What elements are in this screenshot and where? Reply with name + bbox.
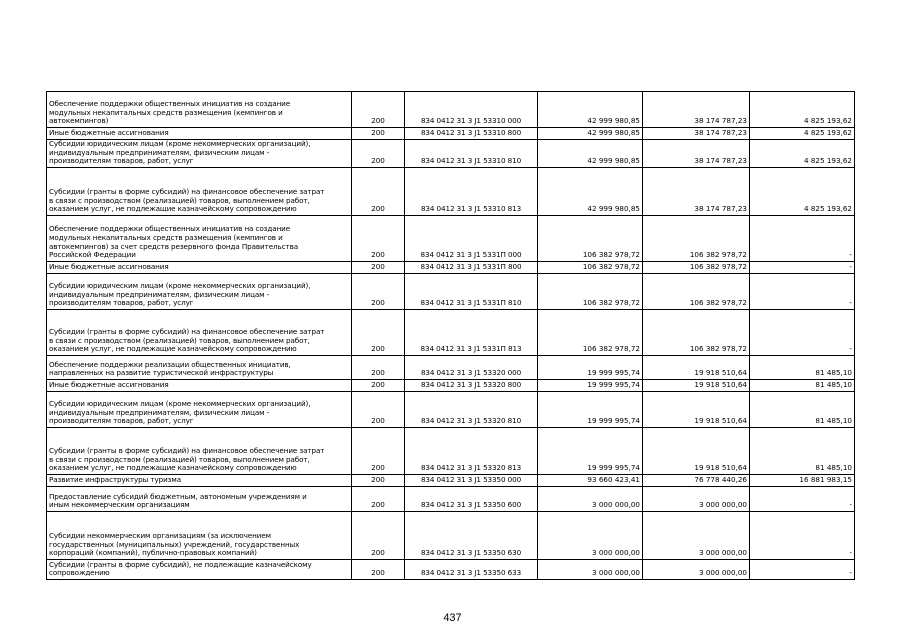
page-number: 437 [443,612,462,624]
row-executed-amount: 19 918 510,64 [643,380,750,392]
row-executed-amount: 3 000 000,00 [643,512,750,560]
row-description: Субсидии юридическим лицам (кроме некоммерческих организаций), индивидуальным предпринимателям, физическим лицам - производителям товаров, работ, услуг [47,392,352,428]
row-budget-code: 834 0412 31 3 J1 53310 810 [405,140,538,168]
table-row [47,560,855,580]
row-approved-amount: 19 999 995,74 [538,380,643,392]
row-approved-amount: 106 382 978,72 [538,216,643,262]
row-budget-code: 834 0412 31 3 J1 5331П 810 [405,274,538,310]
table-body [47,92,855,580]
table-row [47,128,855,140]
row-unexecuted-amount: 81 485,10 [750,380,855,392]
row-executed-amount: 3 000 000,00 [643,560,750,580]
row-budget-code: 834 0412 31 3 J1 53350 600 [405,487,538,512]
row-line-code: 200 [352,92,405,128]
row-unexecuted-amount: - [750,216,855,262]
row-line-code: 200 [352,216,405,262]
row-executed-amount: 106 382 978,72 [643,274,750,310]
row-budget-code: 834 0412 31 3 J1 53350 000 [405,475,538,487]
row-budget-code: 834 0412 31 3 J1 53320 813 [405,428,538,475]
row-executed-amount: 19 918 510,64 [643,392,750,428]
row-description: Обеспечение поддержки общественных инициатив на создание модульных некапитальных средств размещения (кемпингов и автокемпингов) [47,92,352,128]
row-description: Иные бюджетные ассигнования [47,380,352,392]
row-approved-amount: 106 382 978,72 [538,274,643,310]
row-unexecuted-amount: 4 825 193,62 [750,92,855,128]
row-approved-amount: 19 999 995,74 [538,392,643,428]
row-description: Субсидии (гранты в форме субсидий) на финансовое обеспечение затрат в связи с производством (реализацией) товаров, выполнением работ, оказанием услуг, не подлежащие казначейскому сопровождению [47,428,352,475]
row-executed-amount: 76 778 440,26 [643,475,750,487]
table-row [47,428,855,475]
table-row [47,310,855,356]
row-description: Субсидии юридическим лицам (кроме некоммерческих организаций), индивидуальным предпринимателям, физическим лицам - производителям товаров, работ, услуг [47,274,352,310]
row-unexecuted-amount: - [750,262,855,274]
row-line-code: 200 [352,128,405,140]
row-executed-amount: 38 174 787,23 [643,92,750,128]
row-line-code: 200 [352,274,405,310]
row-approved-amount: 42 999 980,85 [538,140,643,168]
row-description: Иные бюджетные ассигнования [47,262,352,274]
row-line-code: 200 [352,310,405,356]
row-description: Иные бюджетные ассигнования [47,128,352,140]
row-description: Субсидии (гранты в форме субсидий) на финансовое обеспечение затрат в связи с производством (реализацией) товаров, выполнением работ, оказанием услуг, не подлежащие казначейскому сопровождению [47,310,352,356]
row-unexecuted-amount: 81 485,10 [750,392,855,428]
row-budget-code: 834 0412 31 3 J1 5331П 813 [405,310,538,356]
row-budget-code: 834 0412 31 3 J1 53310 813 [405,168,538,216]
row-description: Обеспечение поддержки общественных инициатив на создание модульных некапитальных средств размещения (кемпингов и автокемпингов) за счет средств резервного фонда Правительства Российской Федерации [47,216,352,262]
row-unexecuted-amount: 81 485,10 [750,428,855,475]
row-description: Субсидии юридическим лицам (кроме некоммерческих организаций), индивидуальным предпринимателям, физическим лицам - производителям товаров, работ, услуг [47,140,352,168]
row-budget-code: 834 0412 31 3 J1 53350 633 [405,560,538,580]
row-line-code: 200 [352,168,405,216]
row-approved-amount: 42 999 980,85 [538,168,643,216]
row-approved-amount: 106 382 978,72 [538,310,643,356]
row-executed-amount: 38 174 787,23 [643,168,750,216]
row-approved-amount: 19 999 995,74 [538,356,643,380]
row-line-code: 200 [352,428,405,475]
row-approved-amount: 106 382 978,72 [538,262,643,274]
row-budget-code: 834 0412 31 3 J1 53320 800 [405,380,538,392]
row-line-code: 200 [352,140,405,168]
row-budget-code: 834 0412 31 3 J1 53310 800 [405,128,538,140]
row-approved-amount: 42 999 980,85 [538,128,643,140]
row-line-code: 200 [352,356,405,380]
row-budget-code: 834 0412 31 3 J1 53320 000 [405,356,538,380]
table-row [47,216,855,262]
table-row [47,475,855,487]
row-approved-amount: 3 000 000,00 [538,487,643,512]
row-executed-amount: 38 174 787,23 [643,140,750,168]
row-line-code: 200 [352,512,405,560]
row-unexecuted-amount: 4 825 193,62 [750,128,855,140]
table-row [47,512,855,560]
table-row [47,380,855,392]
table-row [47,140,855,168]
row-executed-amount: 106 382 978,72 [643,216,750,262]
row-executed-amount: 19 918 510,64 [643,356,750,380]
row-executed-amount: 19 918 510,64 [643,428,750,475]
row-description: Предоставление субсидий бюджетным, автономным учреждениям и иным некоммерческим организациям [47,487,352,512]
budget-execution-table [46,91,855,580]
row-executed-amount: 106 382 978,72 [643,262,750,274]
table-row [47,487,855,512]
row-executed-amount: 106 382 978,72 [643,310,750,356]
row-line-code: 200 [352,487,405,512]
table-row [47,356,855,380]
row-line-code: 200 [352,475,405,487]
row-approved-amount: 3 000 000,00 [538,512,643,560]
table-row [47,262,855,274]
row-executed-amount: 38 174 787,23 [643,128,750,140]
row-budget-code: 834 0412 31 3 J1 53350 630 [405,512,538,560]
row-description: Развитие инфраструктуры туризма [47,475,352,487]
row-description: Субсидии (гранты в форме субсидий), не подлежащие казначейскому сопровождению [47,560,352,580]
row-approved-amount: 93 660 423,41 [538,475,643,487]
row-unexecuted-amount: 81 485,10 [750,356,855,380]
row-description: Обеспечение поддержки реализации общественных инициатив, направленных на развитие туристической инфраструктуры [47,356,352,380]
row-unexecuted-amount: - [750,487,855,512]
row-line-code: 200 [352,560,405,580]
row-line-code: 200 [352,262,405,274]
row-unexecuted-amount: - [750,560,855,580]
table-row [47,392,855,428]
row-description: Субсидии (гранты в форме субсидий) на финансовое обеспечение затрат в связи с производством (реализацией) товаров, выполнением работ, оказанием услуг, не подлежащие казначейскому сопровождению [47,168,352,216]
row-budget-code: 834 0412 31 3 J1 5331П 800 [405,262,538,274]
row-description: Субсидии некоммерческим организациям (за исключением государственных (муниципальных) учреждений, государственных корпораций (компаний), публично-правовых компаний) [47,512,352,560]
row-line-code: 200 [352,392,405,428]
row-approved-amount: 19 999 995,74 [538,428,643,475]
table-row [47,92,855,128]
row-budget-code: 834 0412 31 3 J1 53320 810 [405,392,538,428]
row-unexecuted-amount: 4 825 193,62 [750,168,855,216]
row-unexecuted-amount: - [750,512,855,560]
row-budget-code: 834 0412 31 3 J1 53310 000 [405,92,538,128]
row-approved-amount: 3 000 000,00 [538,560,643,580]
row-budget-code: 834 0412 31 3 J1 5331П 000 [405,216,538,262]
row-line-code: 200 [352,380,405,392]
row-unexecuted-amount: - [750,310,855,356]
row-approved-amount: 42 999 980,85 [538,92,643,128]
row-unexecuted-amount: 4 825 193,62 [750,140,855,168]
row-unexecuted-amount: 16 881 983,15 [750,475,855,487]
row-unexecuted-amount: - [750,274,855,310]
table-row [47,274,855,310]
row-executed-amount: 3 000 000,00 [643,487,750,512]
table-row [47,168,855,216]
